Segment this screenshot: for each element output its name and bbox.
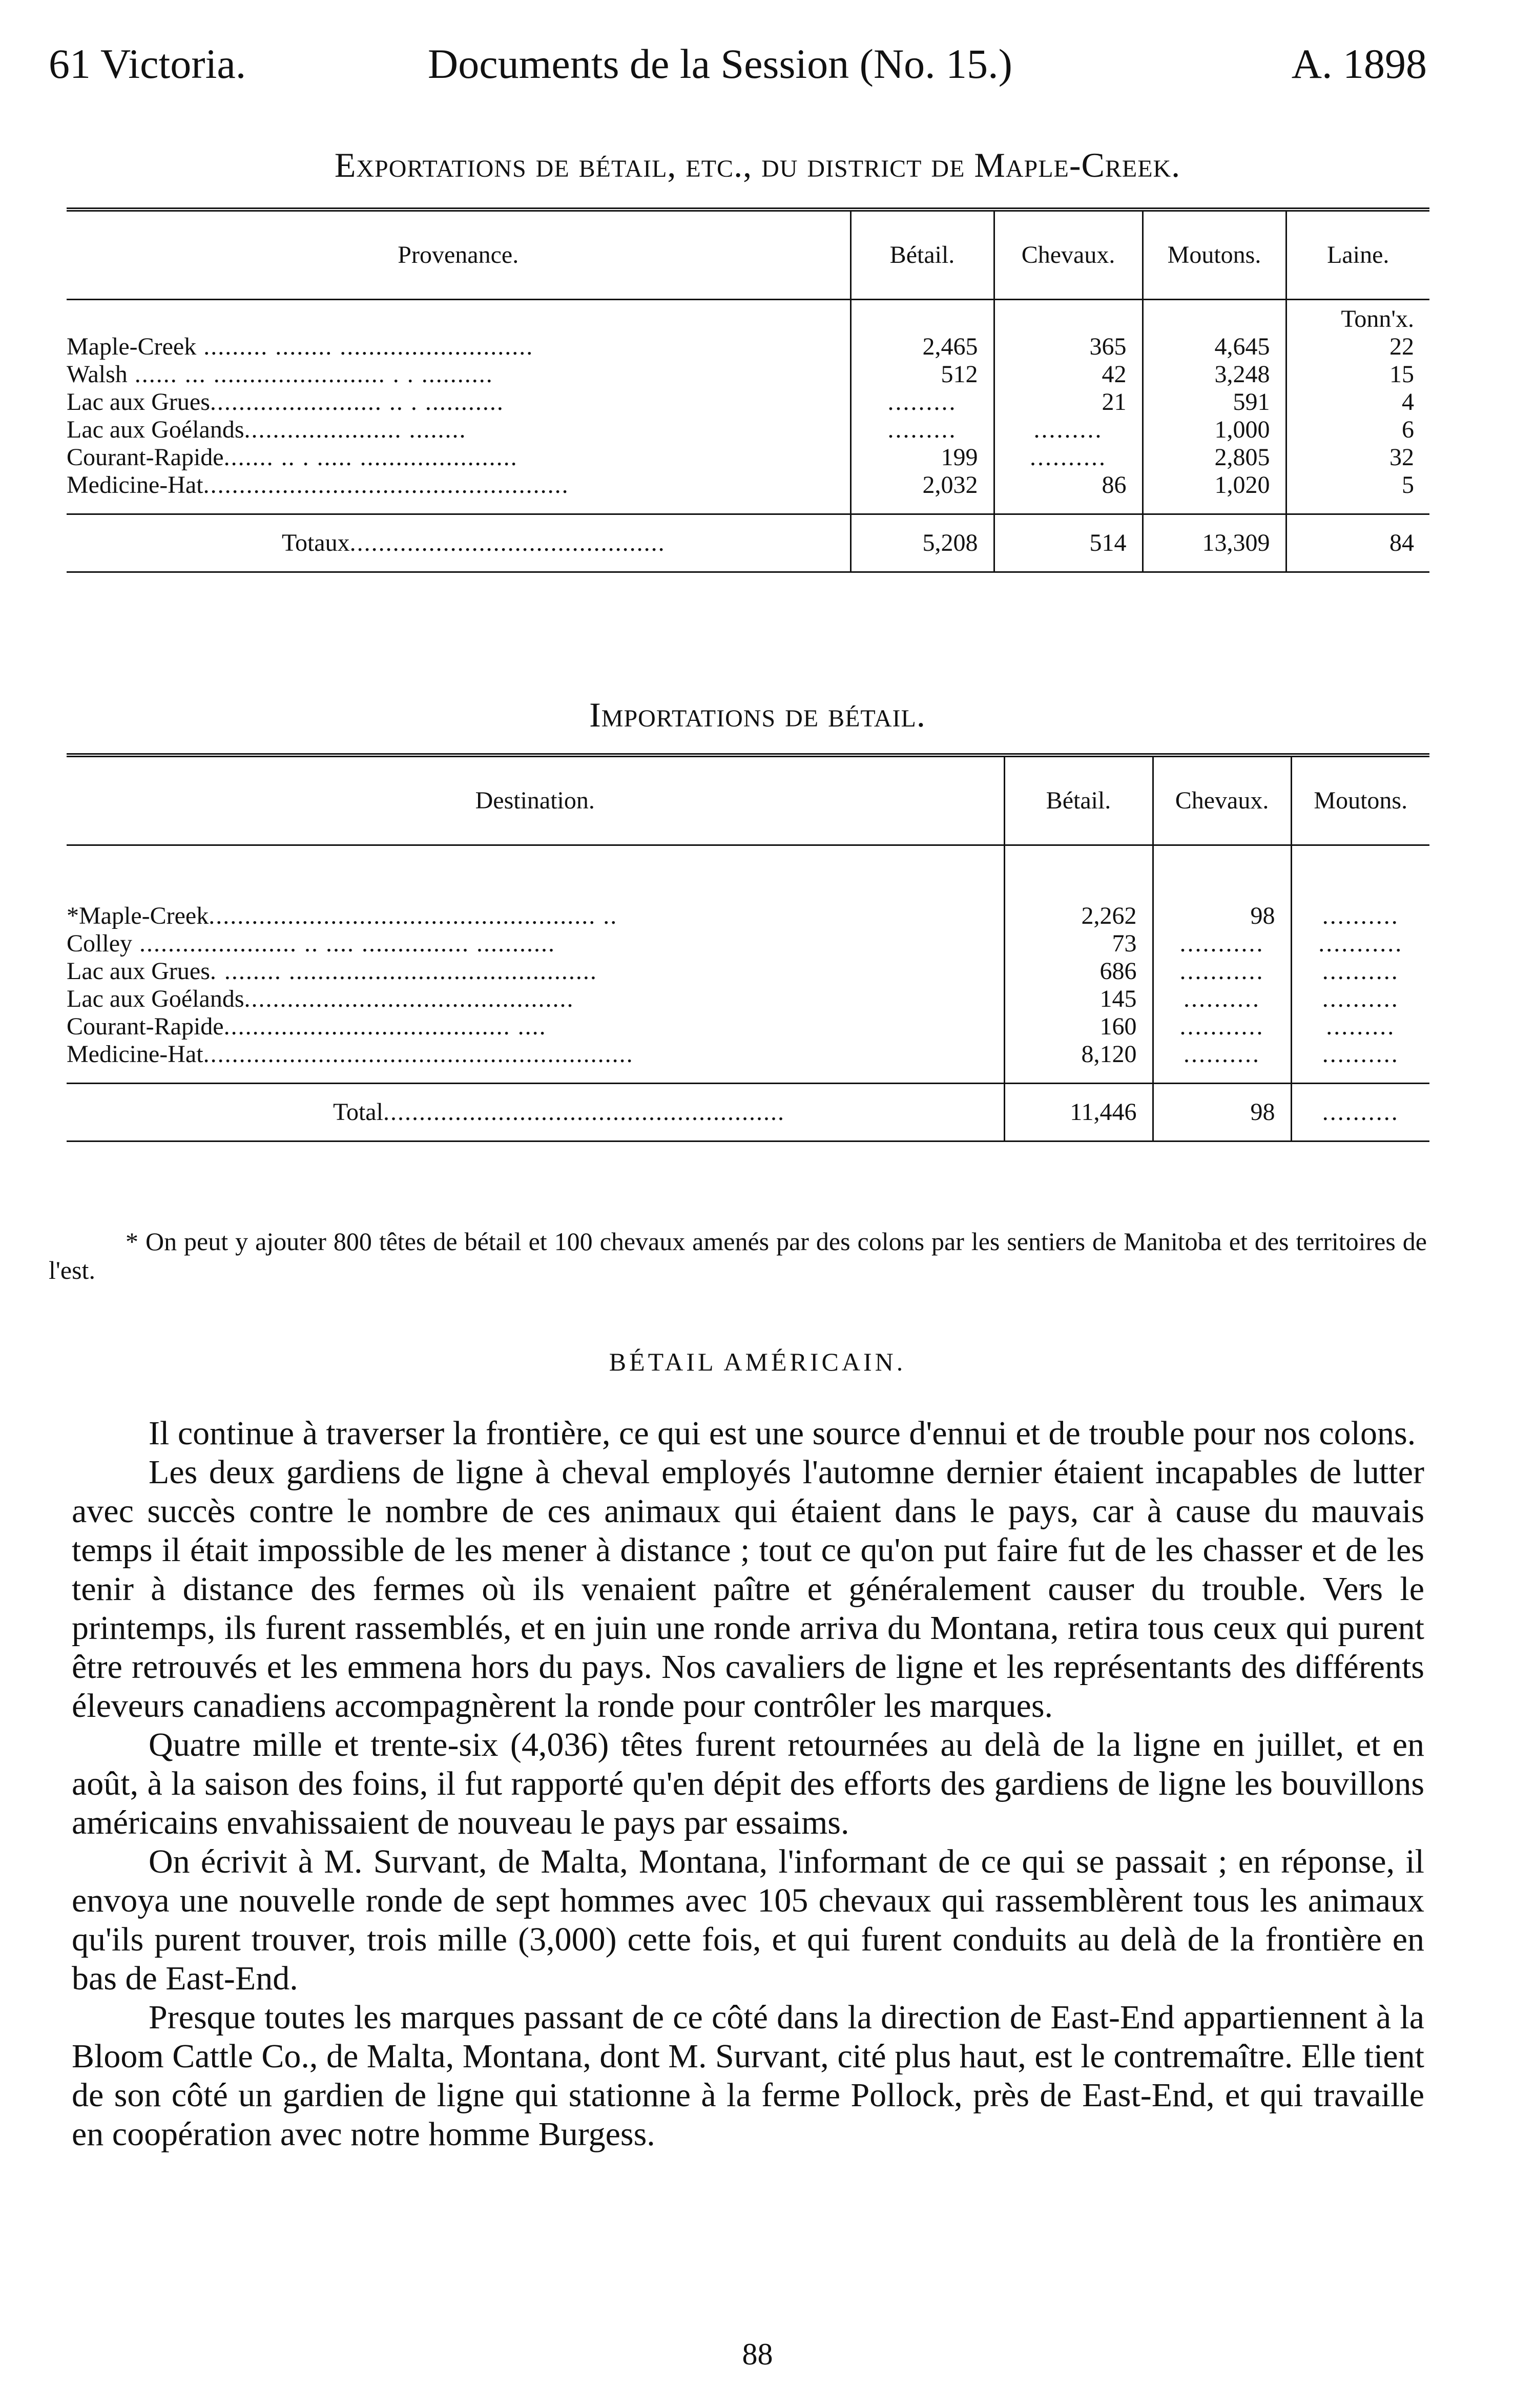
row-name: Courant-Rapide — [67, 444, 224, 471]
cell-betail: 160 — [1004, 1013, 1153, 1041]
cell-moutons: 591 — [1143, 388, 1286, 416]
cell-chevaux: .......... — [1153, 985, 1291, 1013]
cell-laine: 22 — [1286, 333, 1429, 361]
exports-table — [67, 207, 1429, 573]
row-name: *Maple-Creek — [67, 902, 209, 929]
cell-moutons: ......... — [1291, 1013, 1429, 1041]
row-name: Lac aux Goélands — [67, 416, 244, 443]
cell-chevaux: 98 — [1153, 902, 1291, 930]
total-chevaux: 514 — [994, 514, 1143, 572]
col-header-laine: Laine. — [1286, 210, 1429, 300]
cell-betail: 512 — [850, 361, 994, 388]
cell-betail: 73 — [1004, 930, 1153, 958]
cell-moutons: 4,645 — [1143, 333, 1286, 361]
total-betail: 11,446 — [1004, 1084, 1153, 1141]
cell-chevaux: 42 — [994, 361, 1143, 388]
row-name: Maple-Creek — [67, 333, 197, 360]
paragraph: Quatre mille et trente-six (4,036) têtes furent retournées au delà de la ligne en juillet, et en août, à la saison des foins, il fut rapporté qu'en dépit des efforts des gardiens de ligne les bouvillons américains envahissaient de nouveau le pays par essaims. — [72, 1726, 1424, 1841]
cell-laine: 15 — [1286, 361, 1429, 388]
cell-laine: 6 — [1286, 416, 1429, 444]
cell-chevaux: 86 — [994, 471, 1143, 499]
col-header-betail: Bétail. — [1004, 755, 1153, 845]
table-row: Walsh ...... ... ........................ . . .......... 512 42 3,248 15 — [67, 361, 1429, 388]
table-row: Courant-Rapide........................................ .... 160 ........... ......... — [67, 1013, 1429, 1041]
cell-betail: ......... — [850, 416, 994, 444]
cell-chevaux: 365 — [994, 333, 1143, 361]
row-name: Walsh — [67, 361, 128, 388]
imports-table-title: Importations de bétail. — [589, 695, 926, 734]
col-header-provenance: Provenance. — [67, 210, 850, 300]
page-number: 88 — [742, 2337, 773, 2371]
col-header-chevaux: Chevaux. — [1153, 755, 1291, 845]
paragraph: Les deux gardiens de ligne à cheval employés l'automne dernier étaient incapables de lutter avec succès contre le nombre de ces animaux qui étaient dans le pays, car à cause du mauvais temps il était impossible de les mener à distance ; tout ce qu'on put faire fut de les chasser et de les tenir à distance des fermes où ils venaient paître et généralement causer du trouble. Vers le printemps, ils furent rassemblés, et en juin une ronde arriva du Montana, retira tous ceux qui purent être retrouvés et les emmena hors du pays. Nos cavaliers de ligne et les représentants des différents éleveurs canadiens accompagnèrent la ronde pour contrôler les marques. — [72, 1454, 1424, 1725]
cell-chevaux: .......... — [1153, 1041, 1291, 1068]
row-name: Medicine-Hat — [67, 471, 203, 499]
cell-moutons: .......... — [1291, 958, 1429, 985]
table-row: Courant-Rapide....... .. . ..... ...................... 199 .......... 2,805 32 — [67, 444, 1429, 471]
cell-laine: 5 — [1286, 471, 1429, 499]
table-row: Lac aux Grues. ........ ........................................... 686 ........... .......... — [67, 958, 1429, 985]
total-moutons: .......... — [1291, 1084, 1429, 1141]
unit-row — [67, 300, 1429, 334]
body-text — [72, 1414, 1424, 2154]
cell-laine: 4 — [1286, 388, 1429, 416]
table-row: Lac aux Goélands.............................................. 145 .......... .......... — [67, 985, 1429, 1013]
row-name: Courant-Rapide — [67, 1013, 224, 1040]
table-row: Colley ...................... .. .... ............... ........... 73 ........... ........... — [67, 930, 1429, 958]
cell-chevaux: ........... — [1153, 958, 1291, 985]
imports-table — [67, 753, 1429, 1142]
cell-moutons: 2,805 — [1143, 444, 1286, 471]
cell-betail: 2,262 — [1004, 902, 1153, 930]
unit-note: Tonn'x. — [1286, 300, 1429, 334]
cell-chevaux: .......... — [994, 444, 1143, 471]
exports-header-row — [67, 210, 1429, 300]
total-laine: 84 — [1286, 514, 1429, 572]
running-header — [49, 36, 1427, 92]
table-row: Lac aux Goélands...................... ........ ......... ......... 1,000 6 — [67, 416, 1429, 444]
cell-betail: ......... — [850, 388, 994, 416]
cell-chevaux: 21 — [994, 388, 1143, 416]
total-label: Total — [333, 1098, 383, 1126]
col-header-moutons: Moutons. — [1143, 210, 1286, 300]
table-row: Medicine-Hat............................................................ 8,120 .......... .......... — [67, 1041, 1429, 1068]
paragraph: Presque toutes les marques passant de ce côté dans la direction de East-End appartiennent à la Bloom Cattle Co., de Malta, Montana, dont M. Survant, cité plus haut, est le contremaître. Elle tient de son côté un gardien de ligne qui stationne à la ferme Pollock, près de East-End, et qui travaille en coopération avec notre homme Burgess. — [72, 1999, 1424, 2153]
cell-betail: 199 — [850, 444, 994, 471]
total-label: Totaux — [282, 529, 350, 556]
col-header-destination: Destination. — [67, 755, 1004, 845]
total-row: Total........................................................ 11,446 98 .......... — [67, 1084, 1429, 1141]
cell-laine: 32 — [1286, 444, 1429, 471]
cell-moutons: 1,020 — [1143, 471, 1286, 499]
row-name: Lac aux Grues — [67, 388, 210, 416]
cell-chevaux: ......... — [994, 416, 1143, 444]
cell-betail: 8,120 — [1004, 1041, 1153, 1068]
header-title: Documents de la Session (No. 15.) — [428, 40, 1012, 87]
row-name: Medicine-Hat — [67, 1041, 203, 1068]
cell-betail: 145 — [1004, 985, 1153, 1013]
cell-chevaux: ........... — [1153, 1013, 1291, 1041]
header-session: 61 Victoria. — [49, 40, 246, 87]
cell-moutons: ........... — [1291, 930, 1429, 958]
cell-moutons: .......... — [1291, 985, 1429, 1013]
cell-betail: 686 — [1004, 958, 1153, 985]
cell-moutons: .......... — [1291, 902, 1429, 930]
paragraph: On écrivit à M. Survant, de Malta, Montana, l'informant de ce qui se passait ; en réponse, il envoya une nouvelle ronde de sept hommes avec 105 chevaux qui rassemblèrent tous les animaux qu'ils purent trouver, trois mille (3,000) cette fois, et qui furent conduits au delà de la frontière en bas de East-End. — [72, 1843, 1424, 1997]
col-header-chevaux: Chevaux. — [994, 210, 1143, 300]
table-row: *Maple-Creek...................................................... .. 2,262 98 .......... — [67, 902, 1429, 930]
total-moutons: 13,309 — [1143, 514, 1286, 572]
row-name: Lac aux Grues — [67, 958, 210, 985]
cell-betail: 2,032 — [850, 471, 994, 499]
total-betail: 5,208 — [850, 514, 994, 572]
table-row: Maple-Creek ......... ........ ........................... 2,465 365 4,645 22 — [67, 333, 1429, 361]
imports-header-row — [67, 755, 1429, 845]
table-row: Medicine-Hat................................................... 2,032 86 1,020 5 — [67, 471, 1429, 499]
header-year: A. 1898 — [1291, 40, 1427, 87]
footnote: * On peut y ajouter 800 têtes de bétail et 100 chevaux amenés par des colons par les sentiers de Manitoba et des territoires de l'est. — [49, 1227, 1427, 1284]
table-row: Lac aux Grues........................ .. . ........... ......... 21 591 4 — [67, 388, 1429, 416]
exports-table-title: Exportations de bétail, etc., du district de Maple-Creek. — [334, 146, 1181, 184]
col-header-betail: Bétail. — [850, 210, 994, 300]
row-name: Colley — [67, 930, 132, 957]
cell-betail: 2,465 — [850, 333, 994, 361]
cell-moutons: 3,248 — [1143, 361, 1286, 388]
total-chevaux: 98 — [1153, 1084, 1291, 1141]
cell-moutons: .......... — [1291, 1041, 1429, 1068]
paragraph: Il continue à traverser la frontière, ce qui est une source d'ennui et de trouble pour nos colons. — [149, 1415, 1416, 1452]
cell-chevaux: ........... — [1153, 930, 1291, 958]
total-row: Totaux............................................ 5,208 514 13,309 84 — [67, 514, 1429, 572]
section-heading: BÉTAIL AMÉRICAIN. — [609, 1347, 906, 1376]
cell-moutons: 1,000 — [1143, 416, 1286, 444]
col-header-moutons: Moutons. — [1291, 755, 1429, 845]
row-name: Lac aux Goélands — [67, 985, 244, 1012]
